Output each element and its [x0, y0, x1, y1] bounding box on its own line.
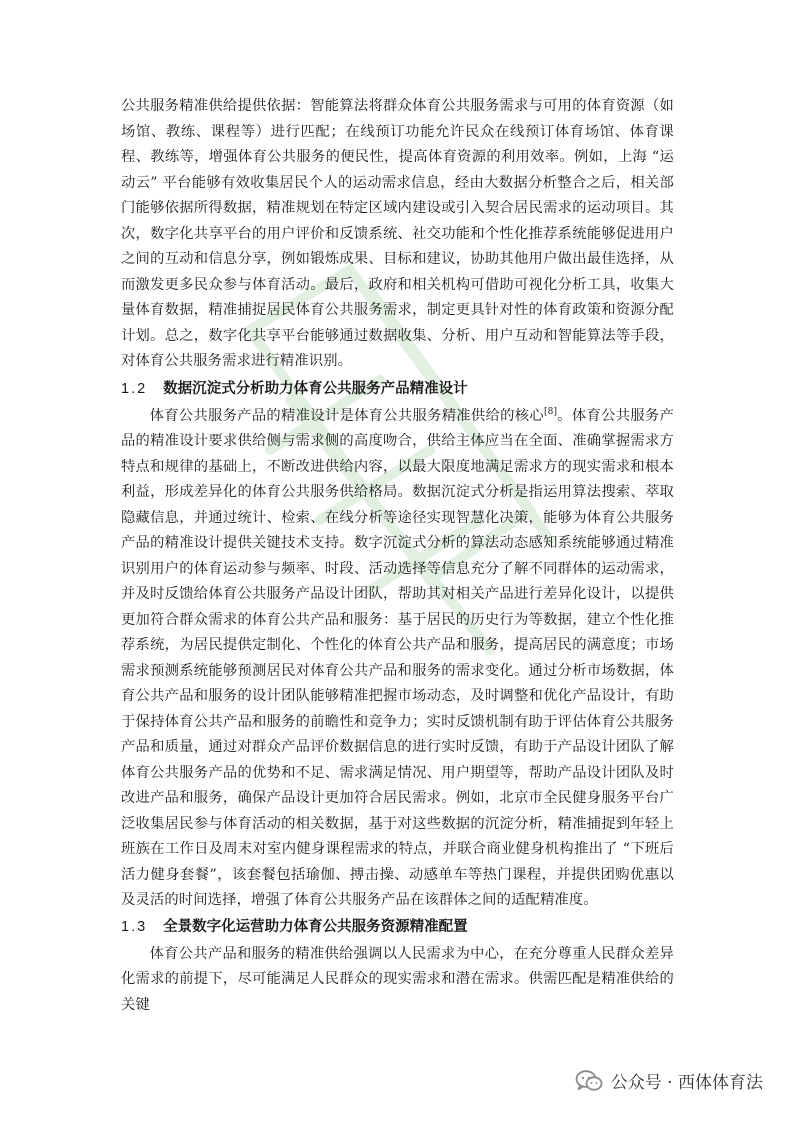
paragraph-resource-allocation: 体育公共产品和服务的精准供给强调以人民需求为中心，在充分尊重人民群众差异化需求的前提下，尽可能满足人民群众的现实需求和潜在需求。供需匹配是精准供给的关键	[121, 945, 674, 1013]
wechat-icon	[575, 1069, 603, 1093]
paragraph-product-design	[121, 404, 674, 914]
paragraph-text-after-ref: 。体育公共服务产品的精准设计要求供给侧与需求侧的高度吻合，供给主体应当在全面、准确掌握需求方特点和规律的基础上，不断改进供给内容，以最大限度地满足需求方的现实需求和根本利益，形成差异化的体育公共服务供给格局。数据沉淀式分析是指运用算法搜索、萃取隐藏信息，并通过统计、检索、在线分析等途径实现智慧化决策，能够为体育公共服务产品的精准设计提供关键技术支持。数字沉淀式分析的算法动态感知系统能够通过精准识别用户的体育运动参与频率、时段、活动选择等信息充分了解不同群体的运动需求，并及时反馈给体育公共服务产品设计团队，帮助其对相关产品进行差异化设计，以提供更加符合群众需求的体育公共产品和服务：基于居民的历史行为等数据，建立个性化推荐系统，为居民提供定制化、个性化的体育公共产品和服务，提高居民的满意度；市场需求预测系统能够预测居民对体育公共产品和服务的需求变化。通过分析市场数据，体育公共产品和服务的设计团队能够精准把握市场动态，及时调整和优化产品设计，有助于保持体育公共产品和服务的前瞻性和竞争力；实时反馈机制有助于评估体育公共服务产品和质量，通过对群众产品评价数据信息的进行实时反馈，有助于产品设计团队了解体育公共服务产品的优势和不足、需求满足情况、用户期望等，帮助产品设计团队及时改进产品和服务，确保产品设计更加符合居民需求。例如，北京市全民健身服务平台广泛收集居民参与体育活动的相关数据，基于对这些数据的沉淀分析，精准捕捉到年轻上班族在工作日及周末对室内健身课程需求的特点，并联合商业健身机构推出了 “下班后活力健身套餐”，该套餐包括瑜伽、搏击操、动感单车等热门课程，并提供团购优惠以及灵活的时间选择，增强了体育公共服务产品在该群体之间的适配精准度。	[121, 407, 674, 908]
paragraph-platform-services: 公共服务精准供给提供依据：智能算法将群众体育公共服务需求与可用的体育资源（如场馆、教练、课程等）进行匹配；在线预订功能允许民众在线预订体育场馆、体育课程、教练等，增强体育公共服务的便民性，提高体育资源的利用效率。例如，上海 “运动云” 平台能够有效收集居民个人的运动需求信息，经由大数据分析整合之后，相关部门能够依据所得数据，精准规划在特定区域内建设或引入契合居民需求的运动项目。其次，数字化共享平台的用户评价和反馈系统、社交功能和个性化推荐系统能够促进用户之间的互动和信息分享，例如锻炼成果、目标和建议，协助其他用户做出最佳选择，从而激发更多民众参与体育活动。最后，政府和相关机构可借助可视化分析工具，收集大量体育数据，精准捕捉居民体育公共服务需求，制定更具针对性的体育政策和资源分配计划。总之，数字化共享平台能够通过数据收集、分析、用户互动和智能算法等手段，对体育公共服务需求进行精准识别。	[121, 98, 674, 369]
paragraph-text-before-ref: 体育公共服务产品的精准设计是体育公共服务精准供给的核心	[149, 407, 544, 424]
section-number: 1.2	[121, 380, 148, 397]
section-heading-1-3	[121, 915, 674, 939]
citation-reference[interactable]: [8]	[543, 406, 558, 417]
wechat-account-name: 公众号 · 西体体育法	[610, 1073, 763, 1093]
section-number: 1.3	[121, 918, 148, 935]
wechat-account-brand[interactable]	[575, 1068, 763, 1093]
document-body	[121, 94, 674, 1018]
section-heading-1-2	[121, 377, 674, 401]
section-title: 数据沉淀式分析助力体育公共服务产品精准设计	[163, 380, 468, 397]
section-title: 全景数字化运营助力体育公共服务资源精准配置	[163, 918, 468, 935]
